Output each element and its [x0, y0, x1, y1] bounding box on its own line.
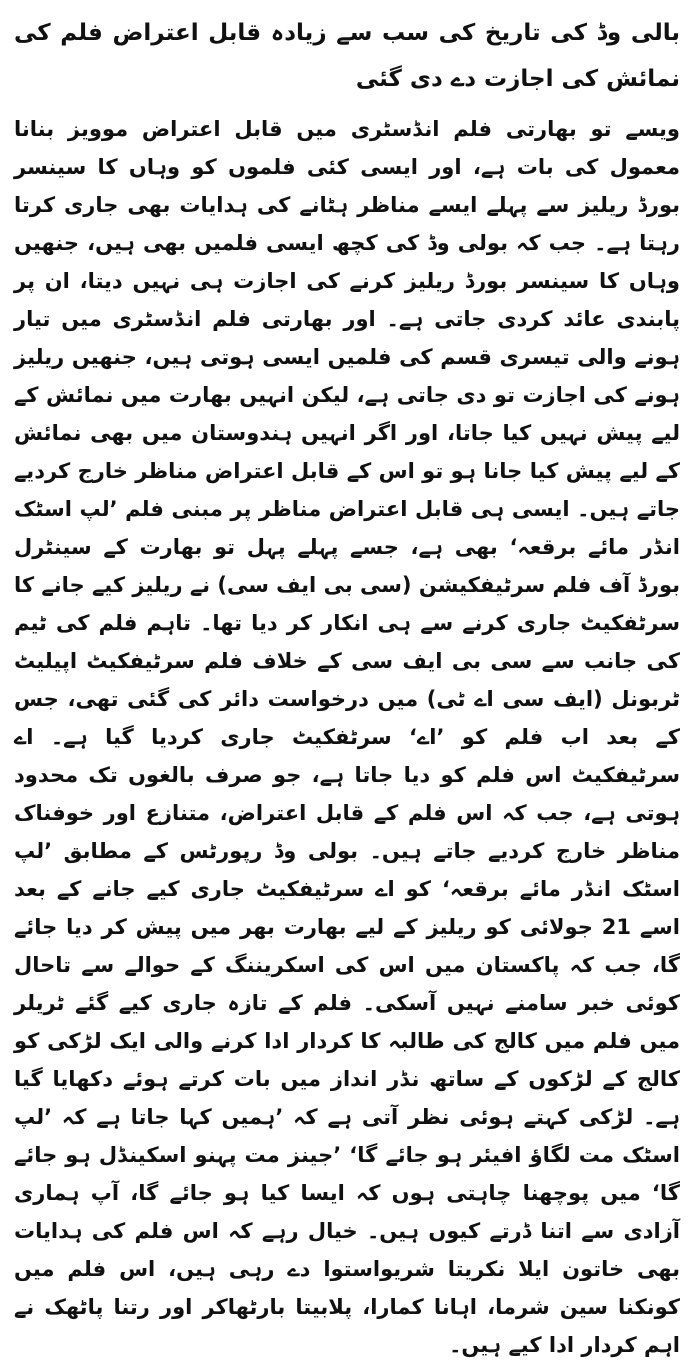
- article-body: ویسے تو بھارتی فلم انڈسٹری میں قابل اعتراض موویز بنانا معمول کی بات ہے، اور ایسی کئی فلموں کو وہاں کا سینسر بورڈ ریلیز سے پہلے ایسے مناظر ہٹانے کی ہدایات بھی جاری کرتا رہتا ہے۔ جب کہ بولی وڈ کی کچھ ایسی فلمیں بھی ہیں، جنھیں وہاں کا سینسر بورڈ ریلیز کرنے کی اجازت ہی نہیں دیتا، ان پر پابندی عائد کردی جاتی ہے۔ اور بھارتی فلم انڈسٹری میں تیار ہونے والی تیسری قسم کی فلمیں ایسی ہوتی ہیں، جنھیں ریلیز ہونے کی اجازت تو دی جاتی ہے، لیکن انہیں بھارت میں نمائش کے لیے پیش نہیں کیا جاتا، اور اگر انہیں ہندوستان میں بھی نمائش کے لیے پیش کیا جانا ہو تو اس کے قابل اعتراض مناظر خارج کردیے جاتے ہیں۔ ایسی ہی قابل اعتراض مناظر پر مبنی فلم ’لپ اسٹک انڈر مائے برقعہ‘ بھی ہے، جسے پہلے پہل تو بھارت کے سینٹرل بورڈ آف فلم سرٹیفکیشن (سی بی ایف سی) نے ریلیز کیے جانے کا سرٹفکیٹ جاری کرنے سے ہی انکار کر دیا تھا۔ تاہم فلم کی ٹیم کی جانب سے سی بی ایف سی کے خلاف فلم سرٹیفکیٹ اپیلیٹ ٹربونل (ایف سی اے ٹی) میں درخواست دائر کی گئی تھی، جس کے بعد اب فلم کو ’اے‘ سرٹفکیٹ جاری کردیا گیا ہے۔ اے سرٹیفکیٹ اس فلم کو دیا جاتا ہے، جو صرف بالغوں تک محدود ہوتی ہے، جب کہ اس فلم کے قابل اعتراض، متنازع اور خوفناک مناظر خارج کردیے جاتے ہیں۔ بولی وڈ رپورٹس کے مطابق ’لپ اسٹک انڈر مائے برقعہ‘ کو اے سرٹیفکیٹ جاری کیے جانے کے بعد اسے 21 جولائی کو ریلیز کے لیے بھارت بھر میں پیش کر دیا جائے گا، جب کہ پاکستان میں اس کی اسکریننگ کے حوالے سے تاحال کوئی خبر سامنے نہیں آسکی۔ فلم کے تازہ جاری کیے گئے ٹریلر میں فلم میں کالج کی طالبہ کا کردار ادا کرنے والی ایک لڑکی کو کالج کے لڑکوں کے ساتھ نڈر انداز میں بات کرتے ہوئے دکھایا گیا ہے۔ لڑکی کہتے ہوئی نظر آتی ہے کہ ’ہمیں کہا جاتا ہے کہ ’لپ اسٹک مت لگاؤ افیئر ہو جائے گا‘ ’جینز مت پہنو اسکینڈل ہو جائے گا‘ میں پوچھنا چاہتی ہوں کہ ایسا کیا ہو جائے گا، آپ ہماری آزادی سے اتنا ڈرتے کیوں ہیں۔ خیال رہے کہ اس فلم کی ہدایات بھی خاتون ایلا نکریتا شریواستوا دے رہی ہیں، اس فلم میں کونکنا سین شرما، اہانا کمارا، پلابیتا بارٹھاکر اور رتنا پاٹھک نے اہم کردار ادا کیے ہیں۔: [14, 117, 681, 1357]
- article-headline: بالی وڈ کی تاریخ کی سب سے زیادہ قابل اعتراض فلم کی نمائش کی اجازت دے دی گئی: [14, 20, 680, 92]
